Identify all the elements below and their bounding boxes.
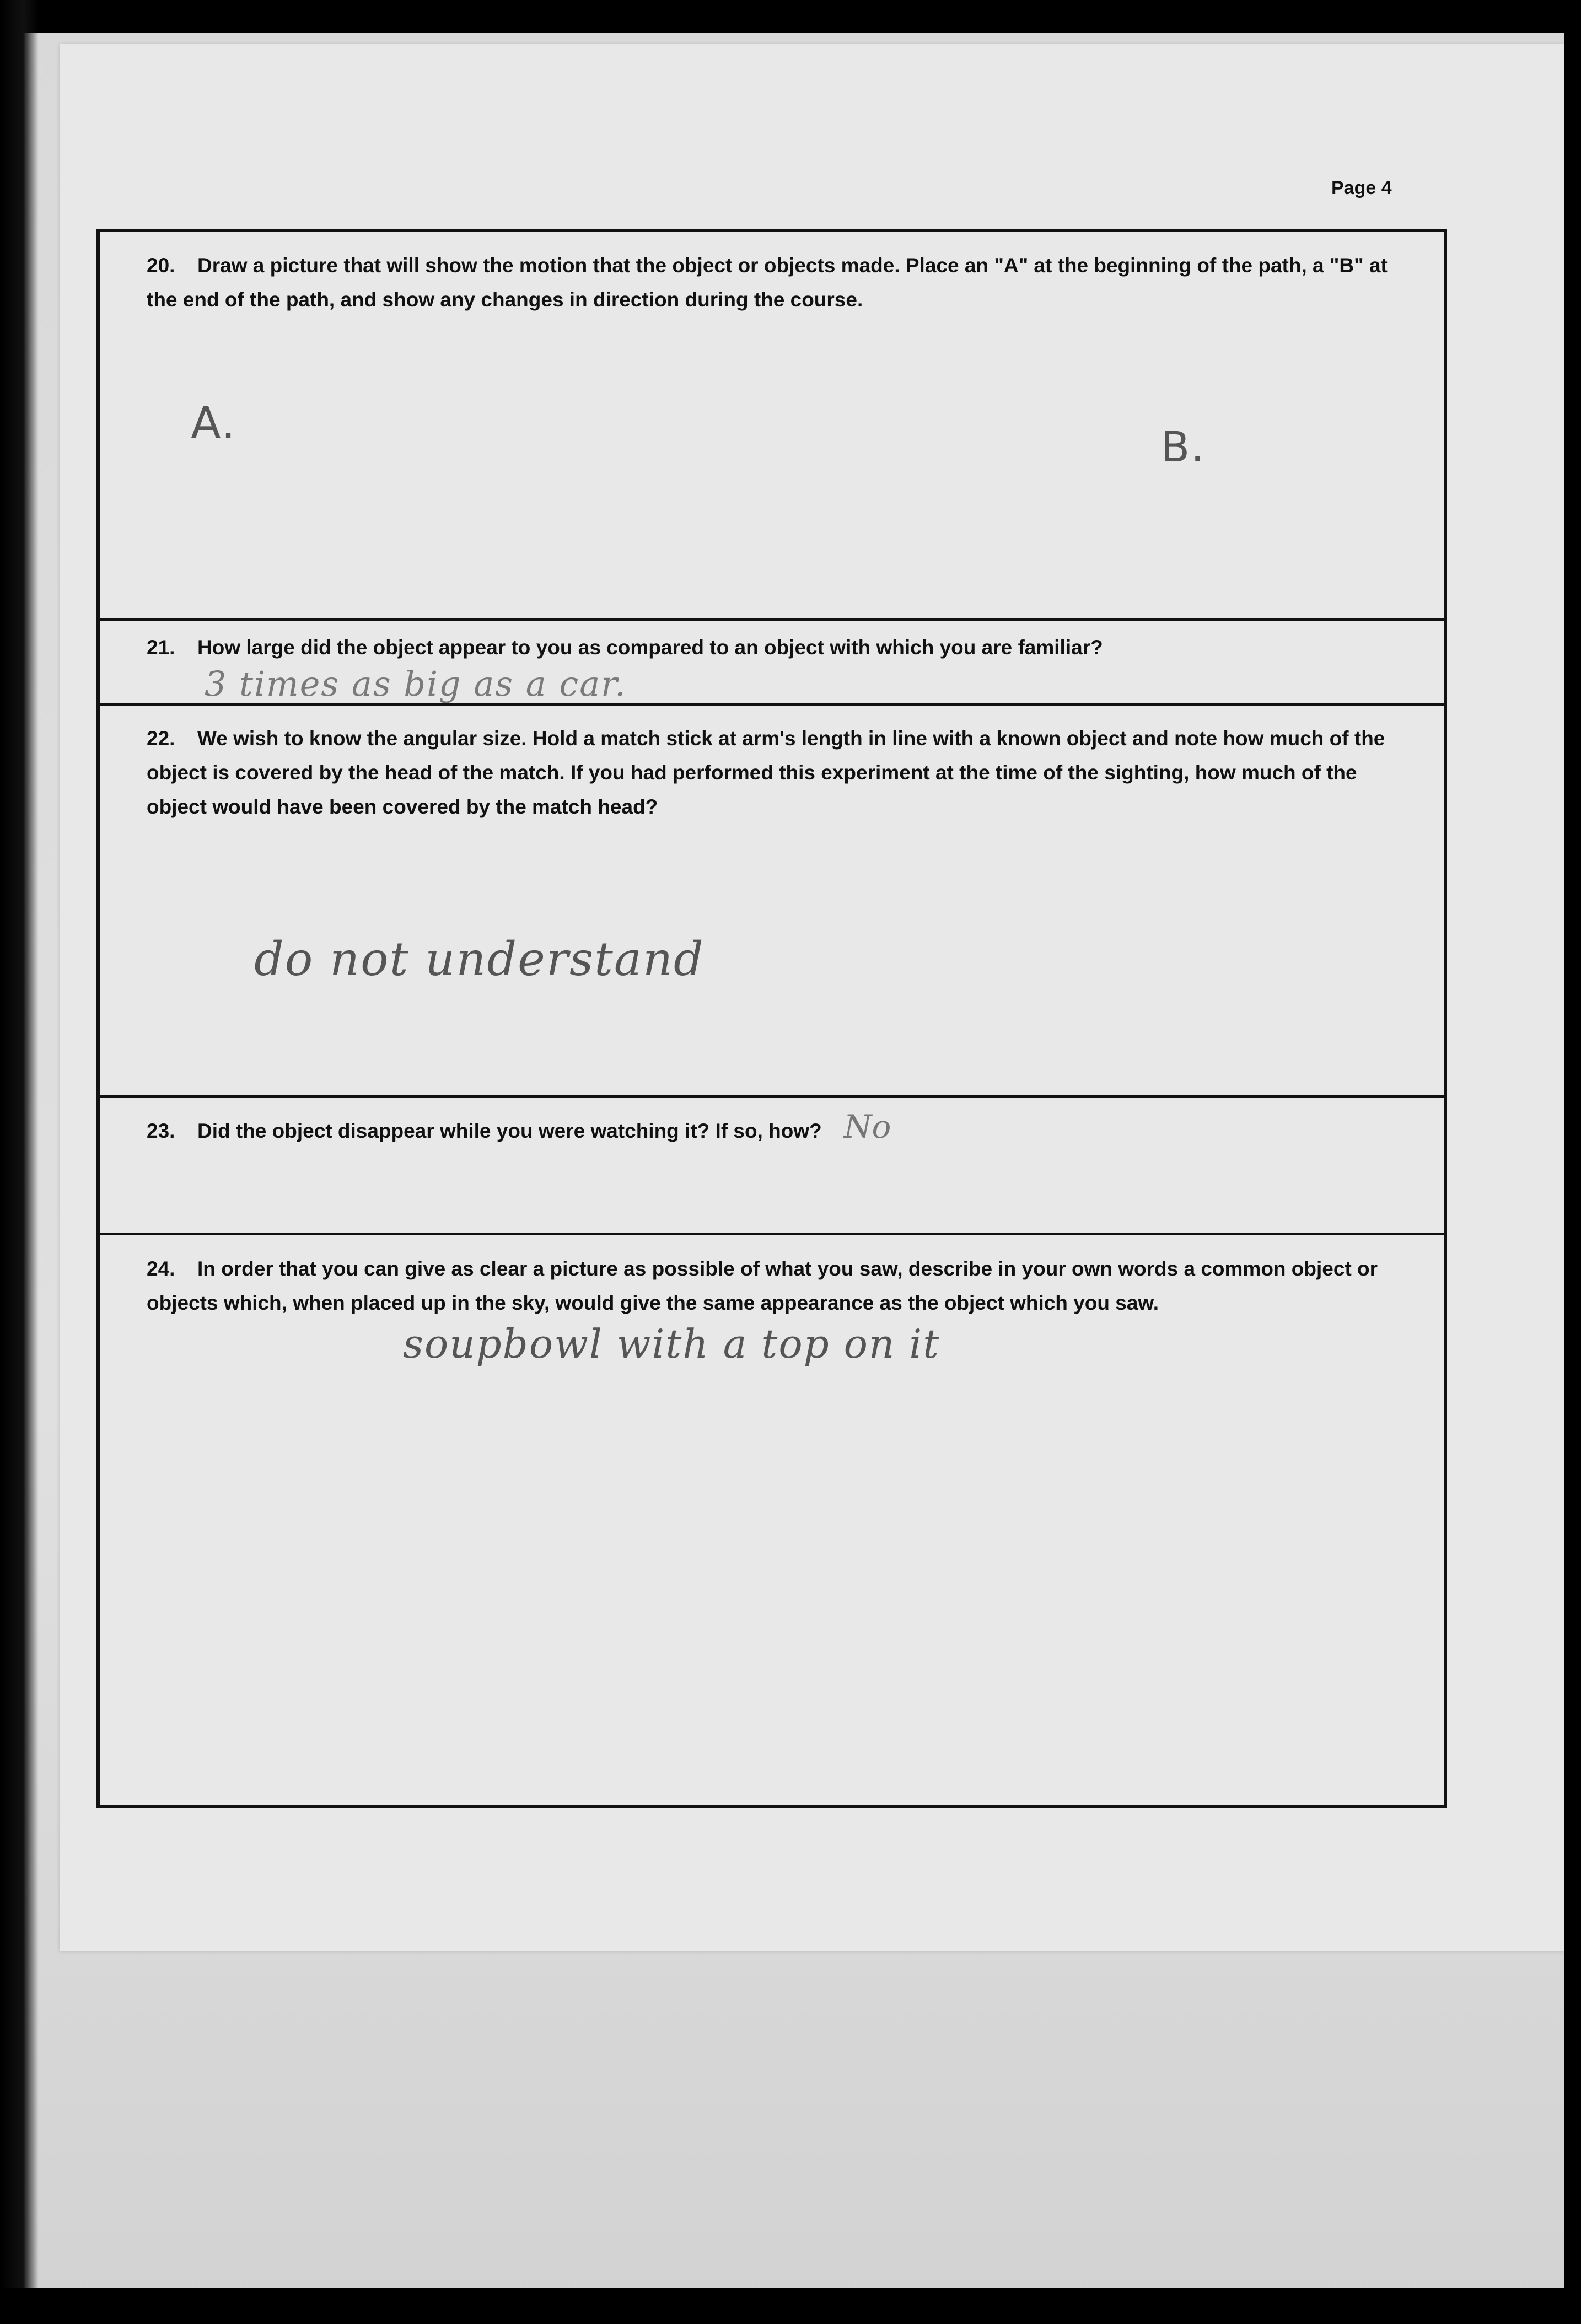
question-22 xyxy=(147,722,1394,824)
question-21-answer: 3 times as big as a car. xyxy=(205,664,627,704)
question-21 xyxy=(147,631,1394,665)
question-text: We wish to know the angular size. Hold a match stick at arm's length in line with a known object and note how much of the object is covered by the head of the match. If you had performed this experiment at the time of the sighting, how much of the object would have been covered by the match head? xyxy=(147,727,1385,818)
question-23-answer: No xyxy=(843,1108,891,1145)
question-21-section xyxy=(100,621,1444,706)
question-23-section xyxy=(100,1098,1444,1235)
page-number: Page 4 xyxy=(1331,177,1392,198)
question-number: 24. xyxy=(147,1257,175,1280)
question-23 xyxy=(147,1110,1394,1148)
question-24-answer: soupbowl with a top on it xyxy=(403,1321,940,1367)
question-number: 21. xyxy=(147,636,175,659)
path-end-mark: B. xyxy=(1161,422,1206,471)
question-text: Did the object disappear while you were watching it? If so, how? xyxy=(197,1120,822,1142)
scan-right-edge xyxy=(1564,0,1581,2324)
path-start-mark: A. xyxy=(191,397,236,449)
scan-top-edge xyxy=(0,0,1581,33)
question-number: 20. xyxy=(147,254,175,277)
question-text: Draw a picture that will show the motion that the object or objects made. Place an "A" at the beginning of the path, a "B" at the end of the path, and show any changes in direction during the course. xyxy=(147,254,1388,311)
questionnaire-box xyxy=(96,229,1447,1808)
question-text: How large did the object appear to you as compared to an object with which you are familiar? xyxy=(197,636,1103,659)
scan-bottom-edge xyxy=(0,2288,1581,2324)
question-22-answer: do not understand xyxy=(254,932,705,986)
question-20 xyxy=(147,249,1394,317)
question-20-section xyxy=(100,232,1444,621)
question-22-section xyxy=(100,706,1444,1098)
question-number: 22. xyxy=(147,727,175,750)
question-number: 23. xyxy=(147,1120,175,1142)
scan-left-edge xyxy=(0,0,39,2324)
question-text: In order that you can give as clear a picture as possible of what you saw, describe in your own words a common object or objects which, when placed up in the sky, would give the same appearance as the object which you saw. xyxy=(147,1257,1378,1314)
question-24-section xyxy=(100,1235,1444,1806)
question-24 xyxy=(147,1252,1394,1320)
